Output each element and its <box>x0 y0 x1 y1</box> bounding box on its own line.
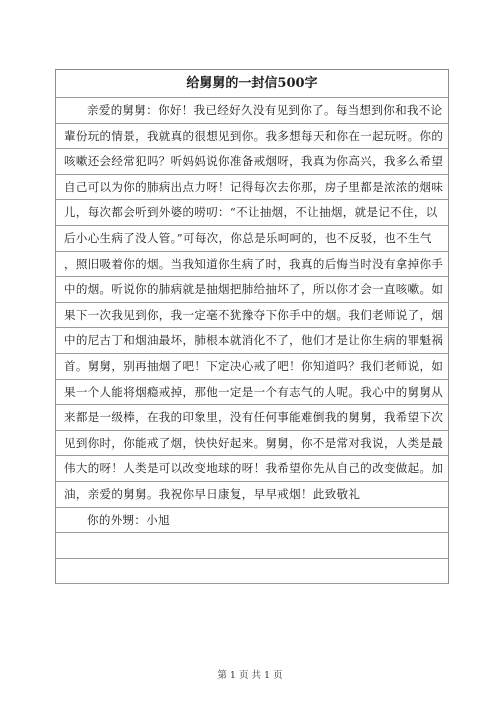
letter-line: ，照旧吸着你的烟。当我知道你生病了时，我真的后悔当时没有拿掉你手 <box>56 252 448 278</box>
letter-title: 给舅舅的一封信500字 <box>56 70 448 98</box>
letter-sheet <box>55 69 449 584</box>
letter-line: 果下一次我见到你，我一定毫不犹豫夺下你手中的烟。我们老师说了，烟 <box>56 303 448 329</box>
letter-line: 儿，每次都会听到外婆的唠叨：“不让抽烟，不让抽烟，就是记不住，以 <box>56 200 448 226</box>
letter-line: 中的烟。听说你的肺病就是抽烟把肺给抽坏了，所以你才会一直咳嗽。如 <box>56 277 448 303</box>
letter-line: 輩份玩的情景，我就真的很想见到你。我多想每天和你在一起玩呀。你的 <box>56 124 448 150</box>
letter-line: 后小心生病了没人管。”可每次，你总是乐呵呵的，也不反驳，也不生气 <box>56 226 448 252</box>
letter-line: 来都是一级棒，在我的印象里，没有任何事能难倒我的舅舅，我希望下次 <box>56 405 448 431</box>
letter-line: 首。舅舅，别再抽烟了吧！下定决心戒了吧！你知道吗？我们老师说，如 <box>56 354 448 380</box>
letter-line: 见到你时，你能戒了烟，快快好起来。舅舅，你不是常对我说，人类是最 <box>56 431 448 457</box>
letter-line: 咳嗽还会经常犯吗？听妈妈说你准备戒烟呀，我真为你高兴，我多么希望 <box>56 149 448 175</box>
empty-line <box>56 559 448 585</box>
page-footer: 第 1 页 共 1 页 <box>217 670 283 681</box>
letter-line: 油，亲爱的舅舅。我祝你早日康复，早早戒烟！此致敬礼 <box>56 482 448 508</box>
empty-line <box>56 533 448 559</box>
letter-signature: 你的外甥：小旭 <box>56 508 448 534</box>
letter-line: 自己可以为你的肺病出点力呀！记得每次去你那，房子里都是浓浓的烟味 <box>56 175 448 201</box>
letter-line: 中的尼古丁和烟油最坏，肺根本就消化不了，他们才是让你生病的罪魁祸 <box>56 328 448 354</box>
letter-line: 伟大的呀！人类是可以改变地球的呀！我希望你先从自己的改变做起。加 <box>56 456 448 482</box>
letter-line: 果一个人能将烟瘾戒掉，那他一定是一个有志气的人呢。我心中的舅舅从 <box>56 380 448 406</box>
letter-line: 亲爱的舅舅：你好！我已经好久没有见到你了。每当想到你和我不论 <box>56 98 448 124</box>
